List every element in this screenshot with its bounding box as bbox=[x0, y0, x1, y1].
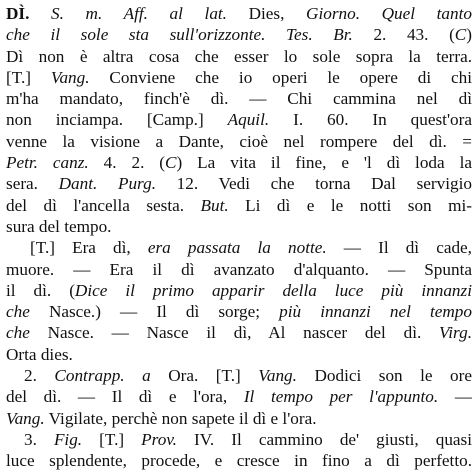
entry-line bbox=[6, 24, 472, 45]
text-run: Fig. bbox=[53, 429, 83, 449]
text-run: C bbox=[165, 153, 177, 173]
entry-line bbox=[6, 386, 472, 407]
text-run: che il sole sta sull'orizzonte. Tes. Br. bbox=[6, 25, 353, 45]
text-run: But. bbox=[200, 195, 229, 215]
entry-line bbox=[6, 131, 472, 152]
text-run: al lat. bbox=[169, 4, 227, 23]
text-run: Dodici son le ore bbox=[296, 366, 472, 386]
text-run: [T.] bbox=[82, 429, 142, 449]
text-run: 12. Vedi che torna Dal servigio bbox=[156, 174, 472, 194]
text-run: che bbox=[6, 323, 30, 343]
text-run: Ora. [T.] bbox=[150, 366, 259, 386]
entry-line bbox=[6, 3, 472, 24]
text-run: Vang. bbox=[50, 67, 90, 87]
text-run: Contrapp. a bbox=[54, 366, 151, 386]
entry-line bbox=[6, 344, 472, 365]
text-run: era passata la notte. bbox=[147, 238, 327, 258]
entry-line bbox=[6, 408, 472, 429]
text-run: sera. bbox=[6, 174, 59, 194]
text-run: 4. 2. ( bbox=[88, 153, 166, 173]
text-run: Dì non è altra cosa che esser lo sole sopra la terra. bbox=[6, 46, 472, 66]
text-run bbox=[29, 4, 51, 23]
text-run: Il tempo per l'appunto. bbox=[243, 387, 439, 407]
text-run: ) bbox=[466, 25, 472, 45]
text-run: Orta dies. bbox=[6, 344, 73, 364]
entry-line bbox=[6, 195, 472, 216]
entry-line bbox=[6, 46, 472, 67]
text-run: Dant. Purg. bbox=[58, 174, 156, 194]
entry-line bbox=[6, 67, 472, 88]
text-run: Giorno. Quel tanto bbox=[306, 4, 472, 23]
entry-line bbox=[6, 450, 472, 471]
entry-line bbox=[6, 301, 472, 322]
text-run: C bbox=[454, 25, 467, 45]
text-run: Vang. bbox=[6, 408, 45, 428]
text-run: il dì. ( bbox=[6, 280, 75, 300]
text-run: sura del tempo. bbox=[6, 216, 112, 236]
text-run: muore. — Era il dì avanzato d'alquanto. — Spunta bbox=[6, 259, 472, 279]
text-run: Vigilate, perchè non sapete il dì e l'ora. bbox=[44, 408, 317, 428]
entry-line bbox=[6, 259, 472, 280]
text-run: del dì. — Il dì e l'ora, bbox=[6, 387, 244, 407]
entry-line bbox=[6, 280, 472, 301]
text-run: Li dì e le notti son mi- bbox=[228, 195, 472, 215]
text-run: luce splendente, procede, e cresce in fino a dì perfetto. bbox=[6, 451, 472, 471]
text-run bbox=[148, 4, 170, 23]
text-run: S. m. Aff. bbox=[51, 4, 148, 23]
text-run: 2. 43. ( bbox=[352, 25, 455, 45]
entry-line bbox=[6, 322, 472, 343]
text-run: del dì l'ancella sesta. bbox=[6, 195, 201, 215]
text-run: Nasce.) — Il dì sorge; bbox=[29, 302, 280, 322]
text-run: Aquil. bbox=[227, 110, 270, 130]
text-run: Conviene che io operi le opere di chi bbox=[89, 67, 472, 87]
text-run: [T.] Era dì, bbox=[30, 238, 148, 258]
entry-line bbox=[6, 152, 472, 173]
entry-line bbox=[6, 216, 472, 237]
entry-line bbox=[6, 109, 472, 130]
text-run: DÌ. bbox=[6, 4, 30, 23]
text-run: ) La vita il fine, e 'l dì loda la bbox=[176, 153, 472, 173]
text-run: che bbox=[6, 302, 30, 322]
text-run: m'ha mandato, finch'è dì. — Chi cammina nel dì bbox=[6, 89, 472, 109]
text-run: Prov. bbox=[141, 429, 177, 449]
text-run: non inciampa. [Camp.] bbox=[6, 110, 228, 130]
text-run: I. 60. In quest'ora bbox=[269, 110, 472, 130]
entry-line bbox=[6, 173, 472, 194]
entry-line bbox=[6, 88, 472, 109]
text-run: Vang. bbox=[258, 366, 297, 386]
text-run: Petr. canz. bbox=[6, 153, 89, 173]
text-run: — Il dì cade, bbox=[326, 238, 472, 258]
text-run: IV. Il cammino de' giusti, quasi bbox=[176, 429, 472, 449]
text-run: venne la visione a Dante, cioè nel rompere del dì. = bbox=[6, 131, 472, 151]
text-run: [T.] bbox=[6, 67, 51, 87]
entry-line bbox=[6, 237, 472, 258]
text-run: più innanzi nel tempo bbox=[279, 302, 472, 322]
text-run: 2. bbox=[24, 366, 55, 386]
text-run: Dice il primo apparir della luce più innanzi bbox=[74, 280, 472, 300]
text-run: Virg. bbox=[439, 323, 472, 343]
entry-line bbox=[6, 429, 472, 450]
text-run: Nasce. — Nasce il dì, Al nascer del dì. bbox=[29, 323, 440, 343]
text-run: 3. bbox=[24, 429, 54, 449]
text-run: — bbox=[438, 387, 472, 407]
entry-line bbox=[6, 365, 472, 386]
text-run: Dies, bbox=[226, 4, 307, 23]
